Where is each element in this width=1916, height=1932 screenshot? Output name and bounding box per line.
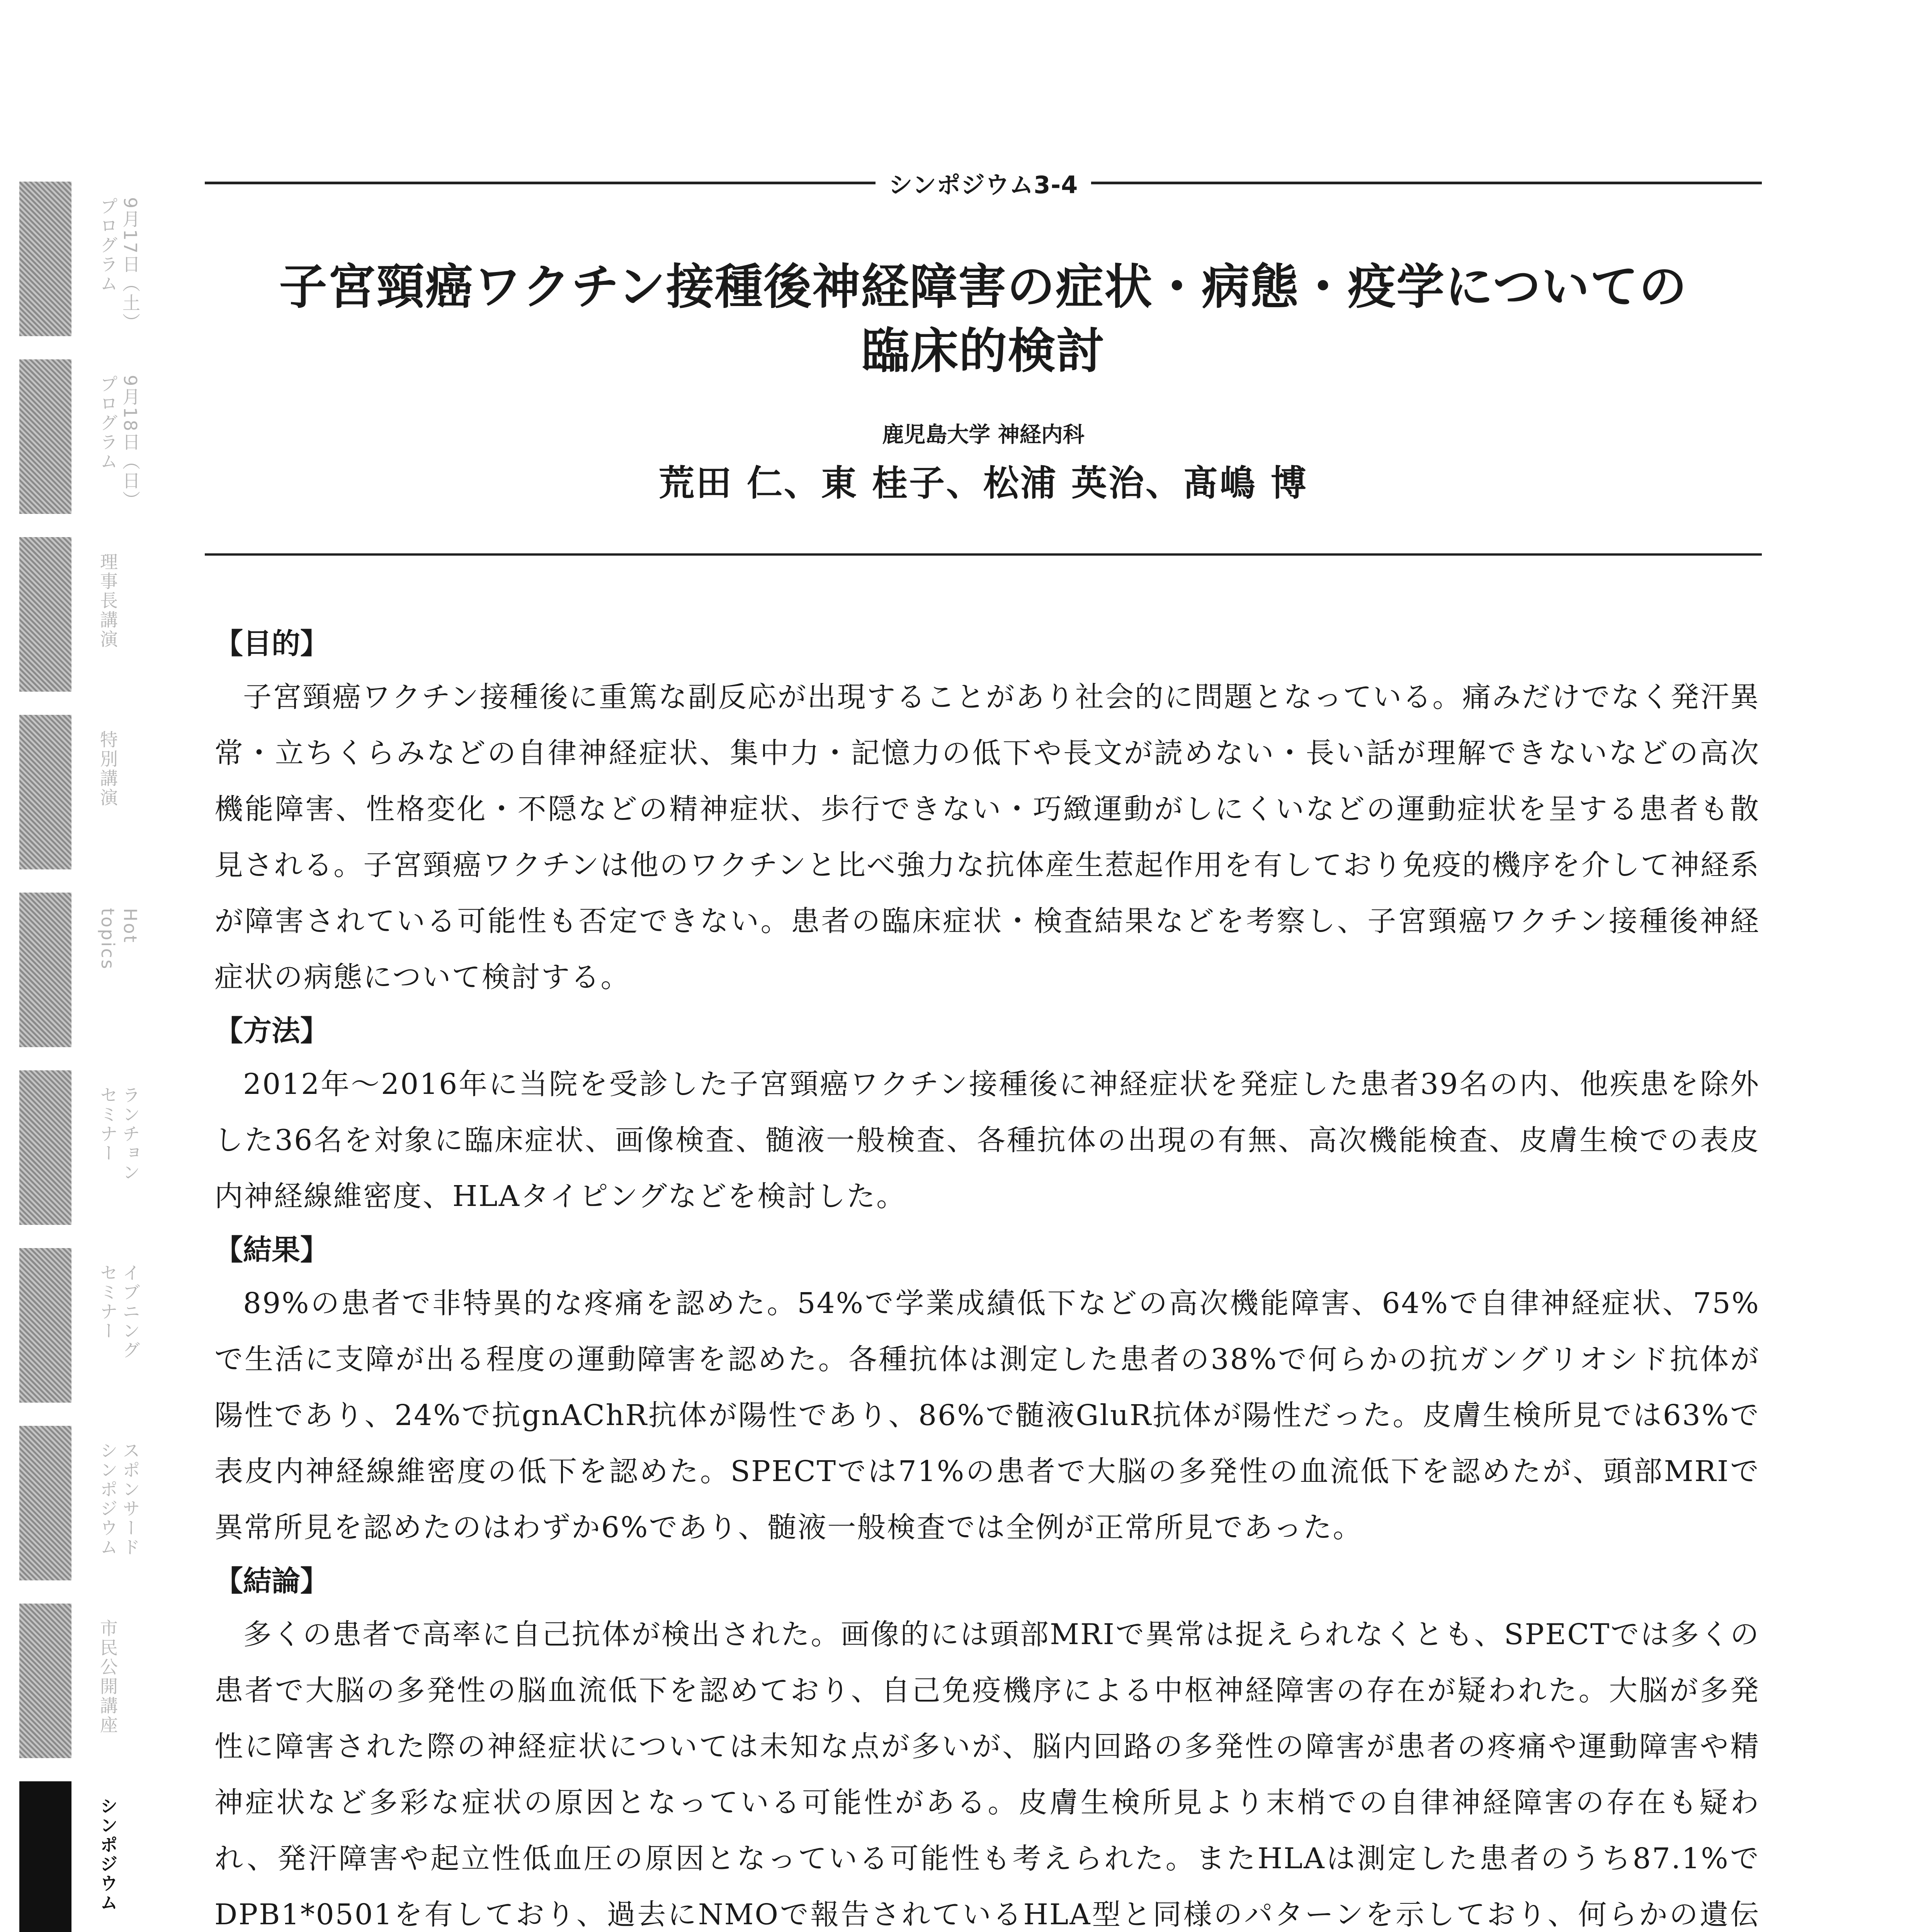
- side-tab-public-lecture[interactable]: 市民公開講座: [19, 1604, 158, 1758]
- section-text: 2012年〜2016年に当院を受診した子宮頸癌ワクチン接種後に神経症状を発症した患者39名の内、他疾患を除外した36名を対象に臨床症状、画像検査、髄液一般検査、各種抗体の出現の有無、高次機能検査、皮膚生検での表皮内神経線維密度、HLAタイピングなどを検討した。: [214, 1068, 1760, 1213]
- section-heading: 【結論】: [214, 1565, 329, 1598]
- title-line-2: 臨床的検討: [861, 323, 1105, 379]
- divider-top: [205, 553, 1762, 556]
- authors: 荒田 仁、東 桂子、松浦 英治、髙嶋 博: [658, 462, 1308, 504]
- header-rule: [205, 169, 1762, 199]
- abstract-body: [214, 618, 1760, 1932]
- header-rule-right: [1091, 182, 1762, 184]
- section-methods: [214, 1005, 1760, 1225]
- section-heading: 【方法】: [214, 1014, 329, 1048]
- section-heading: 【目的】: [214, 627, 329, 660]
- side-tab-program-0918[interactable]: 9月18日（日） プログラム: [19, 359, 158, 514]
- section-text: 多くの患者で高率に自己抗体が検出された。画像的には頭部MRIで異常は捉えられなくとも、SPECTでは多くの患者で大脳の多発性の脳血流低下を認めており、自己免疫機序による中枢神経障害の存在が疑われた。大脳が多発性に障害された際の神経症状については未知な点が多いが、脳内回路の多発性の障害が患者の疼痛や運動障害や精神症状など多彩な症状の原因となっている可能性がある。皮膚生検所見より末梢での自律神経障害の存在も疑われ、発汗障害や起立性低血圧の原因となっている可能性も考えられた。またHLAは測定した患者のうち87.1%でDPB1*0501を有しており、過去にNMOで報告されているHLA型と同様のパターンを示しており、何らかの遺伝: [214, 1618, 1760, 1931]
- section-label: シンポジウム3-4: [888, 170, 1078, 199]
- side-tab-hot-topics[interactable]: Hot topics: [19, 893, 158, 1047]
- section-conclusion: [214, 1556, 1760, 1932]
- side-tab-symposium[interactable]: シンポジウム: [19, 1781, 158, 1932]
- section-text: 89%の患者で非特異的な疼痛を認めた。54%で学業成績低下などの高次機能障害、64%で自律神経症状、75%で生活に支障が出る程度の運動障害を認めた。各種抗体は測定した患者の38%で何らかの抗ガングリオシド抗体が陽性であり、24%で抗gnAChR抗体が陽性であり、86%で髄液GluR抗体が陽性だった。皮膚生検所見では63%で表皮内神経線維密度の低下を認めた。SPECTでは71%の患者で大脳の多発性の血流低下を認めたが、頭部MRIで異常所見を認めたのはわずか6%であり、髄液一般検査では全例が正常所見であった。: [214, 1287, 1760, 1544]
- side-tab-special-lecture[interactable]: 特別講演: [19, 715, 158, 869]
- section-heading: 【結果】: [214, 1233, 329, 1267]
- affiliation: 鹿児島大学 神経内科: [882, 422, 1085, 447]
- side-tab-sponsored-symposium[interactable]: スポンサード シンポジウム: [19, 1426, 158, 1580]
- side-tab-chairman-lecture[interactable]: 理事長講演: [19, 537, 158, 692]
- section-results: [214, 1225, 1760, 1556]
- side-tab-evening-seminar[interactable]: イブニング セミナー: [19, 1248, 158, 1403]
- page-title: [205, 255, 1762, 383]
- side-tab-luncheon-seminar[interactable]: ランチョン セミナー: [19, 1070, 158, 1225]
- header-rule-left: [205, 182, 876, 184]
- side-index-tabs: [19, 182, 158, 1932]
- section-purpose: [214, 618, 1760, 1005]
- title-line-1: 子宮頸癌ワクチン接種後神経障害の症状・病態・疫学についての: [279, 259, 1688, 315]
- side-tab-program-0917[interactable]: 9月17日（土） プログラム: [19, 182, 158, 336]
- section-text: 子宮頸癌ワクチン接種後に重篤な副反応が出現することがあり社会的に問題となっている。痛みだけでなく発汗異常・立ちくらみなどの自律神経症状、集中力・記憶力の低下や長文が読めない・長い話が理解できないなどの高次機能障害、性格変化・不隠などの精神症状、歩行できない・巧緻運動がしにくいなどの運動症状を呈する患者も散見される。子宮頸癌ワクチンは他のワクチンと比べ強力な抗体産生惹起作用を有しており免疫的機序を介して神経系が障害されている可能性も否定できない。患者の臨床症状・検査結果などを考察し、子宮頸癌ワクチン接種後神経症状の病態について検討する。: [214, 680, 1760, 994]
